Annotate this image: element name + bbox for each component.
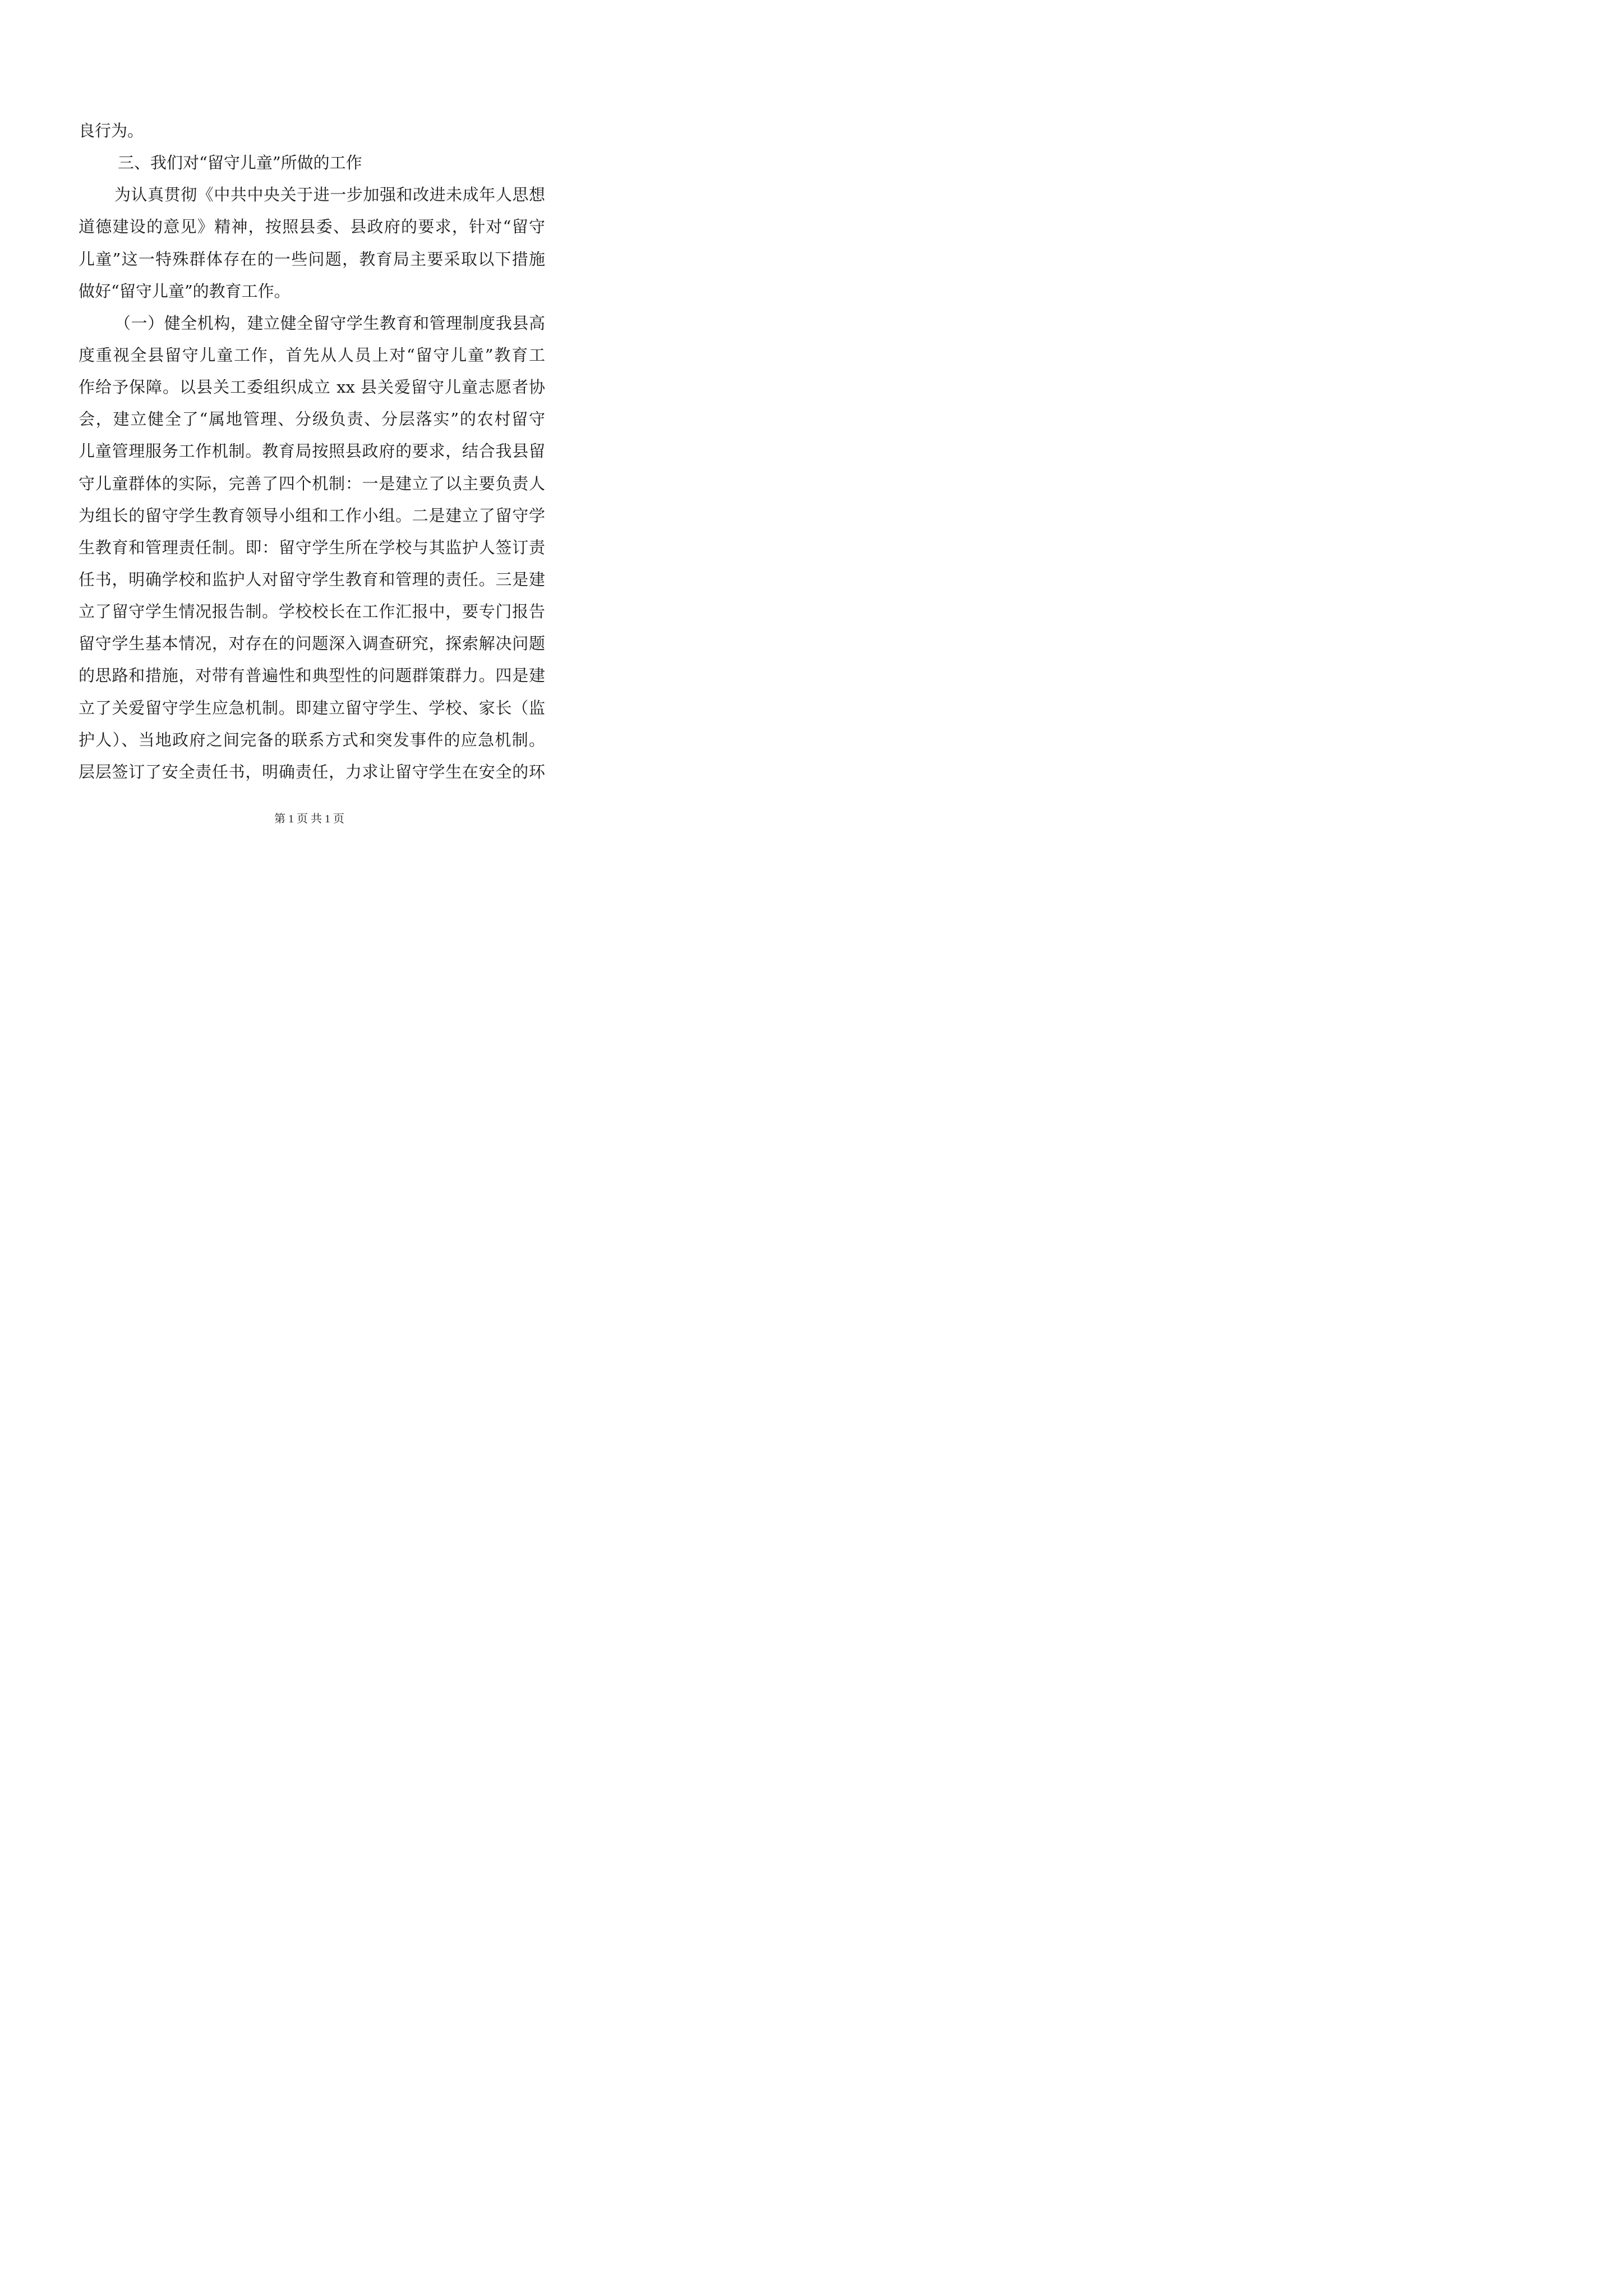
text-line: 作给予保障。以县关工委组织成立 xx 县关爱留守儿童志愿者协 bbox=[79, 378, 545, 397]
text-line: 任书，明确学校和监护人对留守学生教育和管理的责任。三是建 bbox=[79, 569, 545, 589]
text-line: 留守学生基本情况，对存在的问题深入调查研究，探索解决问题 bbox=[79, 634, 545, 654]
document-page bbox=[0, 0, 619, 875]
text-line: 守儿童群体的实际，完善了四个机制：一是建立了以主要负责人 bbox=[79, 473, 545, 493]
text-line: 做好“留守儿童”的教育工作。 bbox=[79, 281, 291, 301]
page-footer bbox=[0, 812, 619, 826]
text-line: 良行为。 bbox=[79, 121, 144, 140]
text-line: 会，建立健全了“属地管理、分级负责、分层落实”的农村留守 bbox=[79, 409, 545, 429]
text-line: 道德建设的意见》精神，按照县委、县政府的要求，针对“留守 bbox=[79, 217, 545, 237]
text-line: 生教育和管理责任制。即：留守学生所在学校与其监护人签订责 bbox=[79, 537, 545, 557]
text-line: 为组长的留守学生教育领导小组和工作小组。二是建立了留守学 bbox=[79, 505, 545, 525]
text-line: 立了关爱留守学生应急机制。即建立留守学生、学校、家长（监 bbox=[79, 698, 545, 717]
page-number-label: 第 1 页 共 1 页 bbox=[274, 813, 344, 825]
section-heading: 三、我们对“留守儿童”所做的工作 bbox=[118, 153, 362, 173]
text-line: 层层签订了安全责任书，明确责任，力求让留守学生在安全的环 bbox=[79, 762, 545, 781]
text-line: 立了留守学生情况报告制。学校校长在工作汇报中，要专门报告 bbox=[79, 602, 545, 622]
text-line: 的思路和措施，对带有普遍性和典型性的问题群策群力。四是建 bbox=[79, 666, 545, 685]
document-body bbox=[79, 115, 545, 788]
text-line: 为认真贯彻《中共中央关于进一步加强和改进未成年人思想 bbox=[114, 185, 545, 205]
text-line: 度重视全县留守儿童工作，首先从人员上对“留守儿童”教育工 bbox=[79, 345, 545, 365]
subsection-heading: （一）健全机构，建立健全留守学生教育和管理制度我县高 bbox=[114, 313, 545, 333]
text-line: 护人）、当地政府之间完备的联系方式和突发事件的应急机制。 bbox=[79, 730, 545, 749]
text-line: 儿童管理服务工作机制。教育局按照县政府的要求，结合我县留 bbox=[79, 441, 545, 461]
text-line: 儿童”这一特殊群体存在的一些问题，教育局主要采取以下措施 bbox=[79, 249, 545, 269]
